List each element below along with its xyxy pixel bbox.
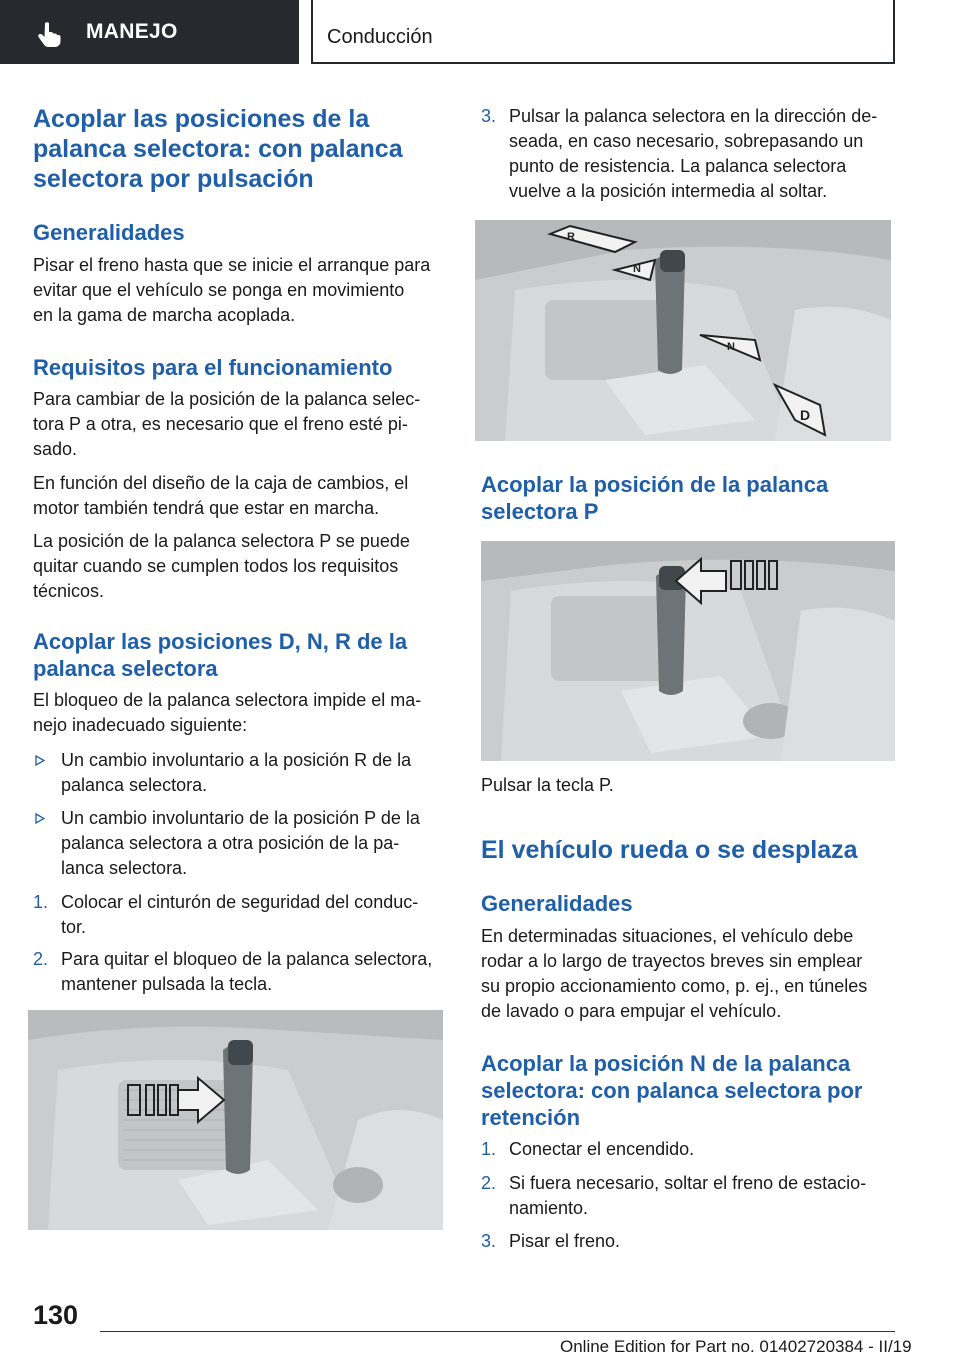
section-tab[interactable]: [0, 0, 299, 64]
title-line: selectora por pulsación: [33, 165, 314, 193]
heading-line: Acoplar las posiciones D, N, R de la: [33, 629, 408, 654]
text-line: evitar que el vehículo se ponga en movimiento: [33, 280, 405, 300]
text-line: namiento.: [509, 1198, 589, 1218]
step-number: 1.: [33, 892, 49, 912]
text-line: rodar a lo largo de trayectos breves sin emplear: [481, 951, 863, 971]
dnr-heading: [33, 628, 407, 682]
text-line: En determinadas situaciones, el vehículo debe: [481, 926, 854, 946]
step-number: 3.: [481, 1231, 497, 1251]
text-line: Conectar el encendido.: [509, 1139, 695, 1159]
text-line: tor.: [61, 917, 87, 937]
triangle-bullet-icon: [35, 755, 45, 766]
gear-lever-unlock-illustration: [28, 1010, 443, 1230]
text-line: vuelve a la posición intermedia al soltar.: [509, 181, 828, 201]
requirements-text-2: [33, 471, 408, 521]
gear-shift-directions-illustration: [475, 220, 891, 441]
bullet-item: [33, 806, 420, 881]
text-line: Pisar el freno hasta que se inicie el arranque para: [33, 255, 431, 275]
rolling-heading: El vehículo rueda o se desplaza: [481, 836, 858, 864]
text-line: lanca selectora.: [61, 858, 188, 878]
text-line: punto de resistencia. La palanca selectora: [509, 156, 847, 176]
triangle-bullet-icon: [35, 813, 45, 824]
heading-line: palanca selectora: [33, 656, 218, 681]
text-line: Un cambio involuntario de la posición P de la: [61, 808, 420, 828]
r-label: R: [567, 231, 575, 243]
hand-pointer-icon: [36, 20, 64, 48]
text-line: palanca selectora a otra posición de la pa‐: [61, 833, 400, 853]
requirements-text-1: [33, 387, 420, 462]
text-line: motor también tendrá que estar en marcha.: [33, 498, 380, 518]
step-item: [33, 947, 432, 997]
bullet-item: [33, 748, 411, 798]
text-line: seada, en caso necesario, sobrepasando un: [509, 131, 864, 151]
section-label: MANEJO: [86, 20, 178, 43]
chapter-label: Conducción: [327, 26, 433, 48]
title-line: palanca selectora: con palanca: [33, 135, 403, 163]
step-item: [481, 1229, 620, 1254]
heading-line: selectora: con palanca selectora por: [481, 1078, 863, 1103]
n-label-upper: N: [633, 263, 641, 275]
general-text: [33, 253, 430, 328]
edition-note: Online Edition for Part no. 01402720384 - II/19: [560, 1337, 912, 1356]
heading-line: Acoplar la posición N de la palanca: [481, 1051, 851, 1076]
title-line: Acoplar las posiciones de la: [33, 105, 370, 133]
dnr-intro: [33, 688, 421, 738]
step-number: 2.: [33, 949, 49, 969]
text-line: mantener pulsada la tecla.: [61, 974, 273, 994]
n-position-heading: [481, 1050, 863, 1131]
chapter-header: [311, 0, 895, 64]
step-item: [481, 1137, 694, 1162]
step-number: 3.: [481, 106, 497, 126]
page-number: 130: [33, 1300, 79, 1330]
text-line: En función del diseño de la caja de cambios, el: [33, 473, 409, 493]
p-position-heading: [481, 471, 828, 525]
text-line: en la gama de marcha acoplada.: [33, 305, 296, 325]
text-line: Pulsar la palanca selectora en la dirección de‐: [509, 106, 878, 126]
footer-divider: [100, 1331, 895, 1332]
text-line: El bloqueo de la palanca selectora impide el ma‐: [33, 690, 422, 710]
rolling-text: [481, 924, 867, 1024]
step-number: 2.: [481, 1173, 497, 1193]
text-line: quitar cuando se cumplen todos los requisitos: [33, 556, 399, 576]
step-number: 1.: [481, 1139, 497, 1159]
text-line: Pisar el freno.: [509, 1231, 621, 1251]
step-item: [481, 104, 877, 204]
text-line: su propio accionamiento como, p. ej., en túneles: [481, 976, 868, 996]
text-line: Si fuera necesario, soltar el freno de estacio‐: [509, 1173, 867, 1193]
requirements-heading: Requisitos para el funcionamiento: [33, 355, 393, 380]
n-label-lower: N: [727, 341, 735, 353]
text-line: técnicos.: [33, 581, 105, 601]
heading-line: selectora P: [481, 499, 599, 524]
rolling-general-heading: Generalidades: [481, 891, 633, 916]
text-line: La posición de la palanca selectora P se puede: [33, 531, 410, 551]
heading-line: retención: [481, 1105, 581, 1130]
text-line: palanca selectora.: [61, 775, 208, 795]
p-button-illustration: [481, 541, 895, 761]
step-item: [481, 1171, 866, 1221]
d-label: D: [800, 407, 811, 423]
p-caption: Pulsar la tecla P.: [481, 775, 614, 795]
text-line: Un cambio involuntario a la posición R de la: [61, 750, 412, 770]
step-item: [33, 890, 418, 940]
text-line: de lavado o para empujar el vehículo.: [481, 1001, 782, 1021]
text-line: Para quitar el bloqueo de la palanca selectora,: [61, 949, 433, 969]
general-heading: Generalidades: [33, 220, 185, 245]
text-line: tora P a otra, es necesario que el freno esté pi‐: [33, 414, 408, 434]
main-title: [33, 104, 403, 194]
text-line: sado.: [33, 439, 78, 459]
requirements-text-3: [33, 529, 410, 604]
text-line: Para cambiar de la posición de la palanca selec‐: [33, 389, 421, 409]
text-line: Colocar el cinturón de seguridad del conduc‐: [61, 892, 419, 912]
text-line: nejo inadecuado siguiente:: [33, 715, 248, 735]
heading-line: Acoplar la posición de la palanca: [481, 472, 829, 497]
